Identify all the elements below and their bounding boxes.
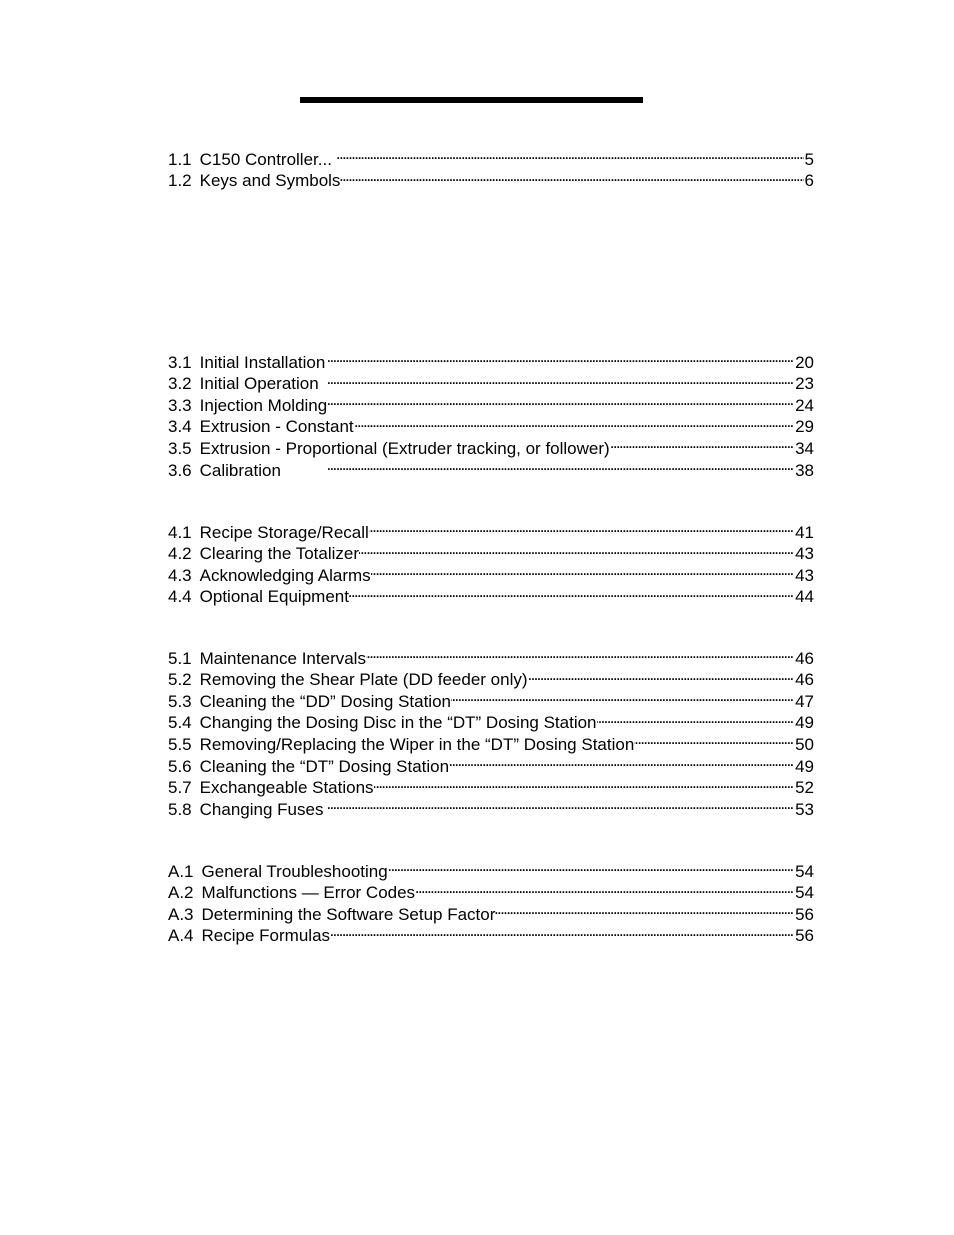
dot-leader [340,165,803,187]
toc-entry-page: 43 [795,565,814,585]
toc-entry-number: 4.2 [168,544,192,564]
toc-entry-page: 54 [795,861,814,881]
toc-section-appendix [168,855,814,946]
toc-entry-number: 3.5 [168,438,192,458]
dot-leader [349,581,794,603]
toc-entry-title: Extrusion - Constant [199,417,354,437]
toc-entry-title: Optional Equipment [199,587,349,607]
toc-entry-number: 1.2 [168,171,192,191]
dot-leader [366,642,794,664]
toc-entry-number: 5.5 [168,734,192,754]
dot-leader [369,516,794,538]
dot-leader [327,389,794,411]
toc-entry-title: Clearing the Totalizer [199,544,360,564]
dot-leader [415,877,794,899]
dot-leader [354,411,794,433]
dot-leader [449,750,794,772]
toc-entry-title: Changing Fuses [199,799,324,819]
toc-entry-number: 5.7 [168,778,192,798]
toc-entry-title: Malfunctions — Error Codes [201,883,416,903]
toc-entry-title: Removing the Shear Plate (DD feeder only) [199,670,528,690]
dot-leader [371,559,794,581]
toc-entry-page: 44 [795,587,814,607]
toc-entry-number: 3.1 [168,352,192,372]
dot-leader [325,346,794,368]
toc-entry-title: Initial Operation [199,374,319,394]
toc-entry-number: A.2 [168,883,194,903]
toc-section-1 [168,143,814,191]
toc-entry-number: 3.2 [168,374,192,394]
toc-entry-title: Recipe Formulas [201,926,331,946]
toc-entry-page: 43 [795,544,814,564]
toc-entry-page: 29 [795,417,814,437]
toc-entry-number: 4.4 [168,587,192,607]
toc-entry-title: Maintenance Intervals [199,648,366,668]
toc-entry-number: 5.2 [168,670,192,690]
toc-entry-number: 5.6 [168,756,192,776]
toc-entry-page: 56 [795,904,814,924]
dot-leader [610,432,794,454]
toc-entry-page: 24 [795,395,814,415]
toc-entry[interactable] [168,346,814,372]
dot-leader [528,664,795,686]
toc-entry-number: 3.4 [168,417,192,437]
toc-entry-page: 6 [804,171,814,191]
toc-entry-number: 4.3 [168,565,192,585]
toc-entry-page: 49 [795,756,814,776]
toc-entry-title: Injection Molding [199,395,328,415]
toc-entry-number: 5.1 [168,648,192,668]
toc-entry[interactable] [168,143,814,169]
dot-leader [323,793,794,815]
toc-section-3 [168,346,814,480]
toc-entry-number: 3.3 [168,395,192,415]
dot-leader [495,898,794,920]
toc-entry-page: 34 [795,438,814,458]
toc-entry-title: Acknowledging Alarms [199,565,371,585]
toc-entry-page: 20 [795,352,814,372]
toc-entry-number: 5.3 [168,691,192,711]
toc-entry-title: Cleaning the “DD” Dosing Station [199,691,451,711]
toc-entry-page: 53 [795,799,814,819]
toc-entry-number: 3.6 [168,460,192,480]
toc-entry-title: Determining the Software Setup Factor [201,904,496,924]
toc-entry-number: A.1 [168,861,194,881]
dot-leader [451,685,794,707]
toc-entry-title: General Troubleshooting [201,861,388,881]
toc-entry-number: 5.8 [168,799,192,819]
toc-entry-title: Removing/Replacing the Wiper in the “DT” Dosing Station [199,734,635,754]
toc-entry-page: 52 [795,778,814,798]
toc-entry[interactable] [168,642,814,668]
toc-entry-title: Exchangeable Stations [199,778,374,798]
toc-entry-title: Initial Installation [199,352,326,372]
toc-entry-number: A.3 [168,904,194,924]
toc-entry-page: 50 [795,734,814,754]
heading-rule [300,97,643,103]
toc-entry-title: Changing the Dosing Disc in the “DT” Dosing Station [199,713,597,733]
toc-entry-page: 23 [795,374,814,394]
dot-leader [374,772,795,794]
dot-leader [281,454,794,476]
toc-entry-page: 56 [795,926,814,946]
toc-entry-page: 41 [795,522,814,542]
toc-entry-title: Keys and Symbols [199,171,341,191]
toc-section-5 [168,642,814,819]
toc-entry-number: 5.4 [168,713,192,733]
toc-entry-page: 54 [795,883,814,903]
toc-entry-title: Extrusion - Proportional (Extruder tracking, or follower) [199,438,610,458]
dot-leader [359,538,794,560]
toc-entry-page: 49 [795,713,814,733]
toc-entry-page: 46 [795,648,814,668]
toc-entry[interactable] [168,855,814,881]
toc-entry-title: Cleaning the “DT” Dosing Station [199,756,450,776]
toc-entry-number: 1.1 [168,149,192,169]
toc-entry-page: 38 [795,460,814,480]
toc-entry[interactable] [168,516,814,542]
dot-leader [597,707,795,729]
toc-entry-number: 4.1 [168,522,192,542]
toc-entry-title: C150 Controller... [199,149,332,169]
toc-entry-title: Calibration [199,460,281,480]
toc-entry-number: A.4 [168,926,194,946]
toc-entry-page: 47 [795,691,814,711]
dot-leader [319,368,794,390]
dot-leader [388,855,794,877]
toc-entry-page: 46 [795,670,814,690]
toc-entry-title: Recipe Storage/Recall [199,522,369,542]
dot-leader [332,143,804,165]
toc-entry-page: 5 [804,149,814,169]
dot-leader [634,728,794,750]
toc-section-4 [168,516,814,607]
dot-leader [330,920,794,942]
